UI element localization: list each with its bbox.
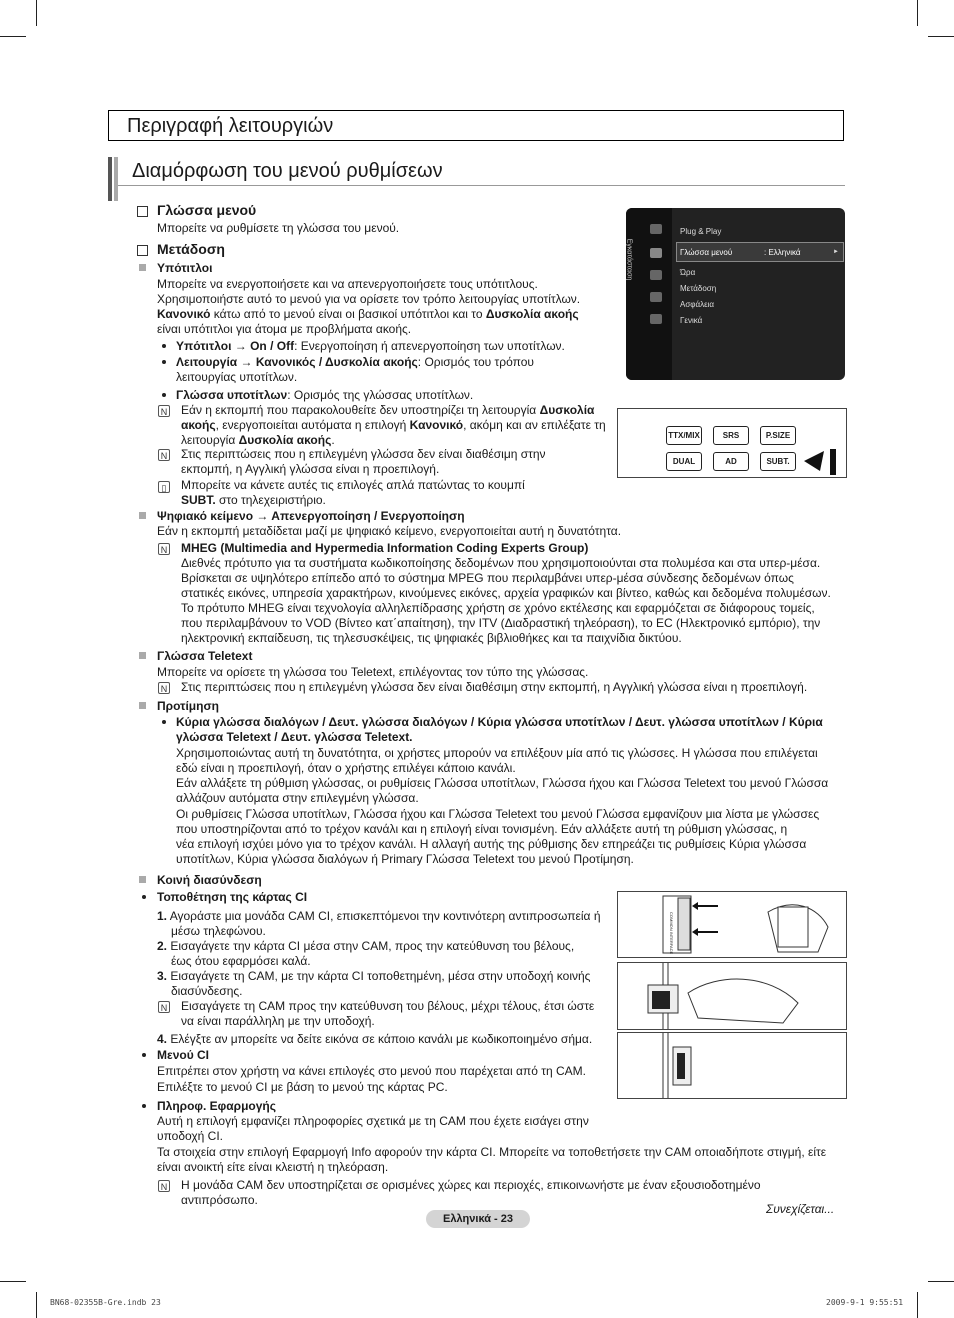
app-info-line: υποδοχή CI. (157, 1129, 224, 1143)
term: Δυσκολία (539, 403, 595, 417)
crop-mark (928, 36, 954, 37)
cam-note-l2: αντιπρόσωπο. (181, 1193, 258, 1207)
teletext-lang-note: Στις περιπτώσεις που η επιλεγμένη γλώσσα δεν είναι διαθέσιμη στην εκπομπή, η Αγγλική γλώσσα είναι η προεπιλογή. (181, 680, 808, 694)
ci-step-2-cont: έως ότου εφαρμόσει καλά. (171, 954, 311, 968)
section-bar (108, 157, 112, 201)
crop-mark (917, 0, 918, 26)
note-icon: N (158, 1180, 170, 1192)
bullet-dot (142, 1104, 146, 1108)
app-info-heading: Πληροφ. Εφαρμογής (157, 1099, 276, 1113)
satellite-icon (650, 270, 662, 280)
ci-step-2 (157, 939, 574, 954)
crop-mark (0, 36, 26, 37)
preference-line: Χρησιμοποιώντας αυτή τη δυνατότητα, οι χρήστες μπορούν να επιλέξουν μία από τις γλώσσες. Η γλώσσα που επιλέγεται (176, 746, 818, 760)
term: ακοής (181, 418, 216, 432)
mheg-line: ηλεκτρονική εκπαίδευση, τις τηλεσυσκέψεις, τις ψηφιακές βιβλιοθήκες και τα παιχνίδια δικτύου. (181, 631, 682, 645)
input-icon (650, 292, 662, 302)
imprint-left: BN68-02355B-Gre.indb 23 (50, 1298, 161, 1307)
checkbox-icon (137, 206, 148, 217)
square-bullet-icon (139, 512, 146, 519)
ci-step-3 (157, 969, 590, 984)
crop-mark (0, 1281, 26, 1282)
text: Εάν η εκπομπή που παρακολουθείτε δεν υποστηρίζει τη λειτουργία (181, 403, 540, 417)
preference-line: Οι ρυθμίσεις Γλώσσα υποτίτλων, Γλώσσα ήχου και Γλώσσα Teletext του μενού Γλώσσα εμφανίζουν μια λίστα με γλώσσες (176, 807, 820, 821)
crop-mark (917, 1292, 918, 1318)
ci-illustration-1 (617, 891, 847, 958)
subtitles-note-1-l3 (181, 433, 335, 448)
option-name: Υπότιτλοι → On / Off (176, 339, 295, 353)
text: , ακόμη και αν επιλέξατε τη (463, 418, 606, 432)
ci-note-l2: να είναι παράλληλη με την υποδοχή. (181, 1014, 375, 1028)
step-text: Εισαγάγετε τη CAM, με την κάρτα CI τοποθετημένη, μέσα στην υποδοχή κοινής (167, 969, 591, 983)
subtitles-bullet-3 (176, 388, 473, 403)
chevron-right-icon: ► (833, 249, 839, 255)
text: στο τηλεχειριστήριο. (215, 493, 326, 507)
subtitles-bullet-2-cont: λειτουργίας υποτίτλων. (176, 370, 298, 384)
page-number-badge: Ελληνικά - 23 (426, 1210, 530, 1228)
subtitles-note-2-l1: Στις περιπτώσεις που η επιλεγμένη γλώσσα δεν είναι διαθέσιμη στην (181, 447, 546, 461)
ci-illustration-2 (617, 962, 847, 1030)
step-text: Αγοράστε μια μονάδα CAM CI, επισκεπτόμενοι την κοντινότερη αντιπροσωπεία ή (167, 909, 601, 923)
subtitles-p3 (157, 307, 579, 322)
digital-text-heading: Ψηφιακό κείμενο → Απενεργοποίηση / Ενεργοποίηση (157, 509, 465, 523)
ci-menu-heading: Μενού CI (157, 1048, 210, 1062)
ci-illustration-3 (617, 1032, 847, 1099)
square-bullet-icon (139, 652, 146, 659)
step-number: 4. (157, 1032, 168, 1046)
digital-text-desc: Εάν η εκπομπή μεταδίδεται μαζί με ψηφιακό κείμενο, ενεργοποιείται αυτή η δυνατότητα. (157, 524, 622, 538)
ci-step-4 (157, 1032, 592, 1047)
preference-line: αλλάζουν αυτόματα στην επιλεγμένη γλώσσα. (176, 791, 419, 805)
bullet-dot (142, 895, 146, 899)
term-normal: Κανονικό (157, 307, 211, 321)
subtitles-heading: Υπότιτλοι (157, 261, 213, 275)
section-title: Διαμόρφωση του μενού ρυθμίσεων (132, 160, 443, 182)
term-hard-of-hearing: Δυσκολία ακοής (485, 307, 579, 321)
ci-step-1-cont: μέσω τηλεφώνου. (171, 924, 266, 938)
subtitles-note-1-l2 (181, 418, 606, 433)
note-icon: N (158, 449, 170, 461)
crop-mark (36, 1292, 37, 1318)
square-bullet-icon (139, 264, 146, 271)
step-number: 3. (157, 969, 168, 983)
remote-button-ttx: TTX/MIX (666, 426, 702, 445)
option-desc: : Ενεργοποίηση ή απενεργοποίηση των υποτίτλων. (294, 339, 565, 353)
subtitles-note-3-l2 (181, 493, 326, 508)
osd-menu-item-selected: Γλώσσα μενού (680, 248, 733, 257)
osd-menu-item: Ασφάλεια (680, 300, 715, 309)
option-desc: : Ορισμός της γλώσσας υποτίτλων. (287, 388, 474, 402)
option-name: Γλώσσα υποτίτλων (176, 388, 288, 402)
bullet-dot (162, 393, 166, 397)
bullet-dot (142, 1053, 146, 1057)
preference-line: εδώ είναι η προεπιλογή, όταν ο χρήστης επιλέγει κάποιο κανάλι. (176, 761, 516, 775)
preference-line: που υποστηρίζονται από το τρέχον κανάλι και η επιλογή είναι τονισμένη. Εάν αλλάξετε αυτή τη ρύθμιση γλώσσας, η (176, 822, 788, 836)
text: κάτω από το μενού είναι οι βασικοί υπότιτλοι και το (210, 307, 486, 321)
term: Δυσκολία ακοής (238, 433, 332, 447)
app-info-line: Αυτή η επιλογή εμφανίζει πληροφορίες σχετικά με τη CAM που έχετε εισάγει στην (157, 1114, 589, 1128)
subtitles-bullet-2 (176, 355, 534, 370)
bullet-dot (162, 360, 166, 364)
preference-line: υποτίτλων, Κύρια γλώσσα διαλόγων ή Primary Γλώσσα Teletext του μενού Προτίμηση. (176, 852, 634, 866)
menu-language-heading: Γλώσσα μενού (157, 202, 257, 218)
cam-card-insert-icon (618, 892, 846, 957)
preference-line: νέα επιλογή ισχύει μόνο για το τρέχον κανάλι. Η αλλαγή αυτής της ρύθμισης δεν επηρεάζει τις ρυθμίσεις Κύρια γλώσσα (176, 837, 807, 851)
osd-menu-item: Γενικά (680, 316, 703, 325)
osd-menu-category-label: Εγκατάσταση (625, 238, 633, 281)
osd-menu-selected-value: : Ελληνικά (764, 248, 801, 257)
text: , ενεργοποιείται αυτόματα η επιλογή (215, 418, 410, 432)
osd-menu-illustration (626, 208, 845, 380)
app-info-line: είναι ανοικτή είτε είναι κλειστή η τηλεόραση. (157, 1160, 389, 1174)
cam-note-l1: Η μονάδα CAM δεν υποστηρίζεται σε ορισμένες χώρες και περιοχές, επικοινωνήστε με έναν εξουσιοδοτημένο (181, 1178, 761, 1192)
remote-icon: ▯ (158, 481, 170, 493)
osd-menu-item: Ώρα (680, 268, 696, 277)
osd-menu-sidebar (626, 208, 672, 380)
osd-menu-item: Plug & Play (680, 227, 722, 236)
note-icon: N (158, 1001, 170, 1013)
common-interface-heading: Κοινή διασύνδεση (157, 873, 262, 887)
broadcast-heading: Μετάδοση (157, 241, 225, 257)
ci-card-heading: Τοποθέτηση της κάρτας CI (157, 890, 308, 904)
cam-slot-insert-icon (618, 963, 846, 1029)
preference-bullet-l2: γλώσσα Teletext / Δευτ. γλώσσα Teletext. (176, 730, 413, 744)
ci-note-l1: Εισαγάγετε τη CAM προς την κατεύθυνση του βέλους, μέχρι τέλους, έτσι ώστε (181, 999, 595, 1013)
osd-menu-item: Μετάδοση (680, 284, 717, 293)
preference-line: Εάν αλλάξετε τη ρύθμιση γλώσσας, οι ρυθμίσεις Γλώσσα υποτίτλων, Γλώσσα ήχου και Γλώσσα Teletext του μενού Γλώσσα (176, 776, 829, 790)
ci-menu-line: Επιτρέπει στον χρήστη να κάνει επιλογές στο μενού που παρέχεται από τη CAM. (157, 1064, 586, 1078)
crop-mark (928, 1281, 954, 1282)
remote-button-ad: AD (713, 452, 749, 471)
remote-button-srs: SRS (713, 426, 749, 445)
preference-heading: Προτίμηση (157, 699, 219, 713)
ci-slot-label: COMMON INTERFACE (669, 912, 674, 955)
mheg-line: Διεθνές πρότυπο για τα συστήματα κωδικοποίησης δεδομένων που χρησιμοποιούνται στα πολυμέσα και στα υπερ-μέσα. (181, 556, 821, 570)
page-title: Περιγραφή λειτουργιών (127, 115, 334, 137)
remote-button-subt: SUBT. (760, 452, 796, 471)
subtitles-note-3-l1: Μπορείτε να κάνετε αυτές τις επιλογές απλά πατώντας το κουμπί (181, 478, 525, 492)
subtitles-p2: Χρησιμοποιήστε αυτό το μενού για να ορίσετε τον τρόπο λειτουργίας υποτίτλων. (157, 292, 581, 306)
plug-icon (650, 224, 662, 234)
continued-text: Συνεχίζεται... (766, 1202, 835, 1216)
mheg-line: στατικές εικόνες, υπηρεσία χαρακτήρων, κινούμενες εικόνες, αρχεία γραφικών και βίντεο, καθώς και δεδομένα πολυμέσων. (181, 586, 831, 600)
note-icon: N (158, 543, 170, 555)
section-rule (118, 185, 845, 186)
term: Κανονικό (409, 418, 464, 432)
mheg-title: MHEG (Multimedia and Hypermedia Information Coding Experts Group) (181, 541, 589, 555)
crop-mark (36, 0, 37, 26)
subtitles-p4: είναι υπότιτλοι για άτομα με προβλήματα ακοής. (157, 322, 412, 336)
page-title-box (108, 110, 844, 141)
menu-language-desc: Μπορείτε να ρυθμίσετε τη γλώσσα του μενού. (157, 221, 400, 235)
remote-illustration (617, 408, 847, 478)
subtitles-bullet-1 (176, 339, 565, 354)
teletext-lang-desc: Μπορείτε να ορίσετε τη γλώσσα του Teletext, επιλέγοντας τον τύπο της γλώσσας. (157, 665, 589, 679)
ci-step-1 (157, 909, 601, 924)
subtitles-note-1-l1 (181, 403, 594, 418)
ci-step-3-cont: διασύνδεσης. (171, 984, 243, 998)
square-bullet-icon (139, 876, 146, 883)
gear-icon (650, 248, 662, 258)
imprint-right: 2009-9-1 9:55:51 (826, 1298, 904, 1307)
mheg-line: Το πρότυπο MHEG είναι τεχνολογία αλληλεπίδρασης χρήστη σε χρόνο εκτέλεσης και εφαρμόζεται σε διάφορους τομείς, (181, 601, 815, 615)
film-icon (650, 314, 662, 324)
pointer-arrow-icon (802, 447, 842, 477)
note-icon: N (158, 405, 170, 417)
cam-inserted-icon (618, 1033, 846, 1098)
step-text: Εισαγάγετε την κάρτα CI μέσα στην CAM, προς την κατεύθυνση του βέλους, (167, 939, 575, 953)
section-bar (114, 157, 118, 201)
step-number: 1. (157, 909, 168, 923)
option-name: Λειτουργία → Κανονικός / Δυσκολία ακοής (176, 355, 418, 369)
subtitles-note-2-l2: εκπομπή, η Αγγλική γλώσσα είναι η προεπιλογή. (181, 462, 440, 476)
teletext-lang-heading: Γλώσσα Teletext (157, 649, 253, 663)
note-icon: N (158, 682, 170, 694)
mheg-line: που περιλαμβάνουν το VOD (Βίντεο κατ΄απαίτηση), την ITV (Διαδραστική τηλεόραση), το EC (Ηλεκτρονικό εμπόριο), την (181, 616, 821, 630)
remote-button-dual: DUAL (666, 452, 702, 471)
app-info-line: Τα στοιχεία στην επιλογή Εφαρμογή Info αφορούν την κάρτα CI. Μπορείτε να τοποθετήσετε την CAM οποιαδήποτε στιγμή, είτε (157, 1145, 827, 1159)
square-bullet-icon (139, 702, 146, 709)
button-name: SUBT. (181, 493, 216, 507)
step-text: Ελέγξτε αν μπορείτε να δείτε εικόνα σε κάποιο κανάλι με κωδικοποιημένο σήμα. (167, 1032, 593, 1046)
remote-button-psize: P.SIZE (760, 426, 796, 445)
option-desc: : Ορισμός του τρόπου (417, 355, 534, 369)
subtitles-p1: Μπορείτε να ενεργοποιήσετε και να απενεργοποιήσετε τους υπότιτλους. (157, 277, 538, 291)
text: . (331, 433, 335, 447)
ci-menu-line: Επιλέξτε το μενού CI με βάση το μενού της κάρτας PC. (157, 1080, 448, 1094)
text: λειτουργία (181, 433, 239, 447)
bullet-dot (162, 344, 166, 348)
step-number: 2. (157, 939, 168, 953)
bullet-dot (162, 720, 166, 724)
mheg-line: Βρίσκεται σε υψηλότερο επίπεδο από το σύστημα MPEG που περιλαμβάνει υπερ-μέσα σύνδεσης δεδομένων όπως (181, 571, 794, 585)
preference-bullet-l1: Κύρια γλώσσα διαλόγων / Δευτ. γλώσσα διαλόγων / Κύρια γλώσσα υποτίτλων / Δευτ. γλώσσα υποτίτλων / Κύρια (176, 715, 823, 729)
checkbox-icon (137, 245, 148, 256)
